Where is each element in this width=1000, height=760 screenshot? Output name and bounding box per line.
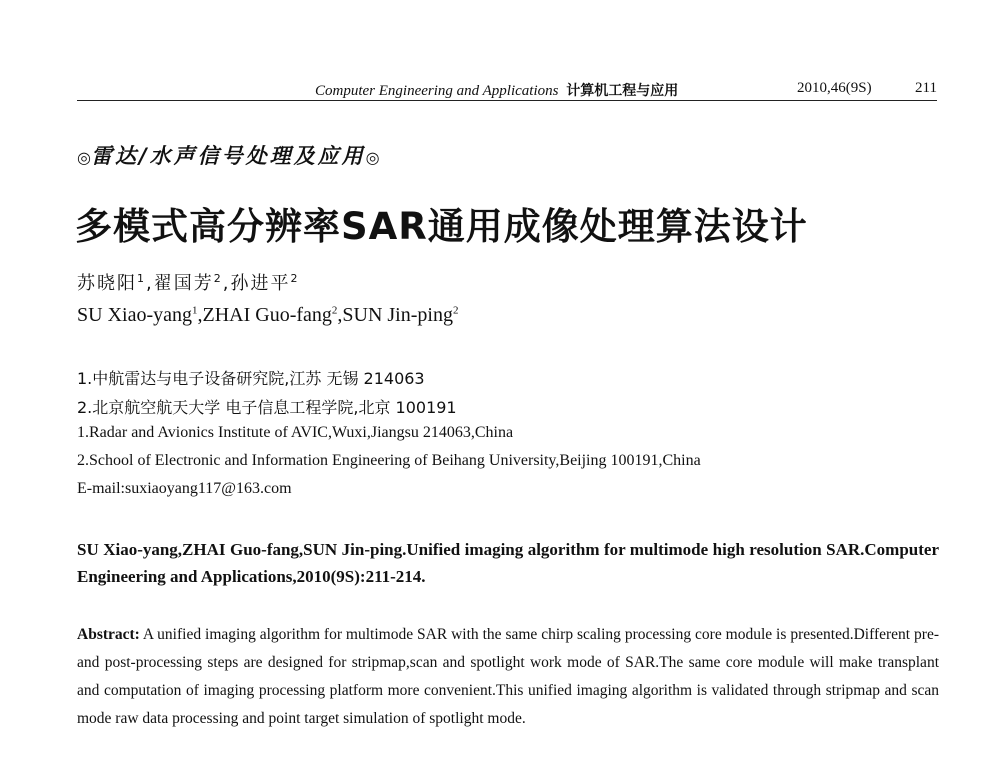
email[interactable]: E-mail:suxiaoyang117@163.com — [77, 480, 292, 497]
author-en-name: ZHAI Guo-fang — [202, 304, 332, 326]
author-en-sup: 2 — [452, 304, 459, 317]
circle-mark-icon: ◎ — [77, 148, 91, 167]
citation: SU Xiao-yang,ZHAI Guo-fang,SUN Jin-ping.Unified imaging algorithm for multimode high resolution SAR.Computer Engineering and Applications,2010(9S):211-214. — [77, 540, 939, 586]
journal-name — [315, 80, 678, 100]
affiliation-en-2: 2.School of Electronic and Information Engineering of Beihang University,Beijing 100191,China — [77, 452, 701, 469]
section-label: 雷达/水声信号处理及应用 — [90, 144, 366, 168]
abstract-text: A unified imaging algorithm for multimode SAR with the same chirp scaling processing core module is presented.Different pre-and post-processing steps are designed for stripmap,scan and spotlight work mode of SAR.The same core module will make transplant and computation of imaging processing platform more convenient.This unified imaging algorithm is validated through stripmap and scan mode raw data processing and point target simulation of spotlight mode. — [77, 626, 939, 727]
affiliation-cn-1: 1.中航雷达与电子设备研究院,江苏 无锡 214063 — [77, 369, 425, 388]
authors-en: SU Xiao-yang$^1$,ZHAI Guo-fang$^2$,SUN Jin-ping$^2$ — [77, 304, 459, 326]
circle-mark-icon: ◎ — [365, 148, 380, 167]
abstract-label: Abstract: — [77, 626, 140, 643]
page-number: 211 — [915, 80, 937, 96]
journal-name-cn: 计算机工程与应用 — [566, 83, 679, 99]
author-cn-sup: 1 — [137, 272, 146, 285]
paper-title: 多模式高分辨率SAR通用成像处理算法设计 — [75, 205, 808, 248]
author-en-sup: 2 — [331, 304, 338, 317]
author-cn-name: 孙进平 — [230, 273, 291, 294]
author-en-name: SU Xiao-yang — [77, 304, 192, 326]
authors-cn: 苏晓阳$^1$,翟国芳$^2$,孙进平$^2$ — [77, 272, 300, 294]
author-en-name: SUN Jin-ping — [342, 304, 453, 326]
affiliation-cn-2: 2.北京航空航天大学 电子信息工程学院,北京 100191 — [77, 398, 457, 417]
author-cn-name: 苏晓阳 — [77, 273, 137, 294]
author-cn-name: 翟国芳 — [153, 273, 214, 294]
running-header — [77, 78, 937, 101]
author-cn-sup: 2 — [213, 272, 223, 285]
journal-name-en: Computer Engineering and Applications — [315, 83, 559, 99]
issue-info: 2010,46(9S) — [797, 80, 872, 96]
section-tag — [77, 140, 380, 170]
author-en-sup: 1 — [191, 304, 198, 317]
affiliation-en-1: 1.Radar and Avionics Institute of AVIC,Wuxi,Jiangsu 214063,China — [77, 424, 514, 441]
abstract — [77, 621, 939, 733]
author-cn-sup: 2 — [290, 272, 300, 285]
